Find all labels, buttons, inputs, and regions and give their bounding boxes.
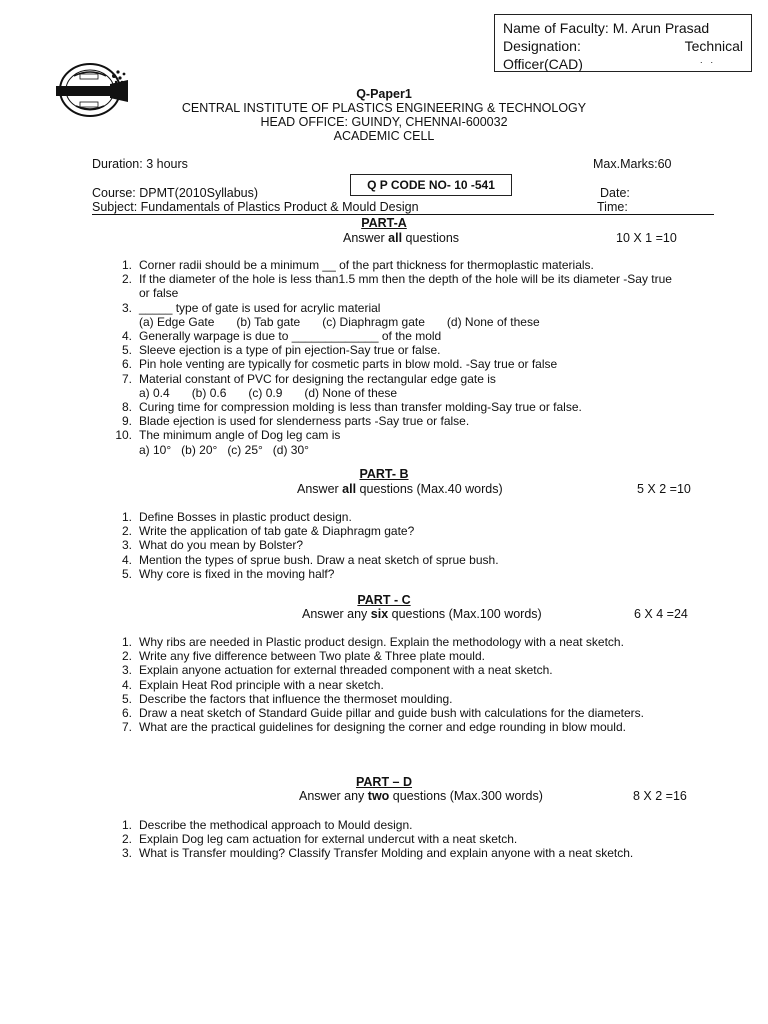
- answer-option: (b) 0.6: [191, 385, 227, 400]
- part-d-questions: [114, 818, 724, 861]
- answer-option: a) 0.4: [139, 385, 170, 400]
- time-label: Time:: [597, 200, 628, 214]
- dots-decoration: ..: [699, 55, 721, 65]
- part-a-instruction: Answer all questions: [343, 231, 460, 245]
- part-a-questions: [114, 258, 724, 457]
- question-number: 3.: [121, 663, 132, 678]
- question-item: [114, 372, 724, 400]
- question-number: 2.: [121, 832, 132, 847]
- question-number: 8.: [121, 400, 132, 415]
- question-number: 2.: [121, 649, 132, 664]
- max-marks: Max.Marks:60: [593, 157, 672, 171]
- question-text: Corner radii should be a minimum __ of the part thickness for thermoplastic materials.: [139, 258, 594, 272]
- answer-option: (d) None of these: [446, 314, 540, 329]
- answer-option: (c) 25°: [227, 442, 263, 457]
- question-item: [114, 357, 724, 371]
- question-text: Why core is fixed in the moving half?: [139, 566, 335, 581]
- question-item: [114, 678, 724, 692]
- faculty-name: Name of Faculty: M. Arun Prasad: [503, 20, 710, 36]
- question-text: Describe the methodical approach to Mould design.: [139, 818, 413, 832]
- course: Course: DPMT(2010Syllabus): [92, 186, 259, 200]
- date-label: Date:: [600, 186, 630, 200]
- question-number: 2.: [121, 272, 132, 287]
- answer-option: (d) None of these: [304, 385, 398, 400]
- question-item: [114, 635, 724, 649]
- header-divider: [92, 214, 714, 215]
- question-number: 4.: [121, 552, 132, 567]
- answer-option: a) 10°: [139, 442, 172, 457]
- question-item: [114, 414, 724, 428]
- subject: Subject: Fundamentals of Plastics Product & Mould Design: [92, 200, 419, 214]
- question-number: 5.: [121, 566, 132, 581]
- head-office: HEAD OFFICE: GUINDY, CHENNAI-600032: [260, 115, 508, 129]
- question-number: 3.: [121, 538, 132, 553]
- question-text: The minimum angle of Dog leg cam is: [139, 428, 341, 443]
- question-item: [114, 301, 724, 329]
- question-number: 1.: [121, 258, 132, 272]
- question-item: [114, 510, 724, 524]
- question-item: [114, 818, 724, 832]
- answer-option: (c) 0.9: [248, 385, 283, 400]
- designation-label: Designation:: [503, 38, 581, 54]
- duration: Duration: 3 hours: [92, 157, 188, 171]
- question-number: 4.: [121, 329, 132, 344]
- question-text: If the diameter of the hole is less than1.5 mm then the depth of the hole will be its diameter -Say true: [139, 272, 672, 287]
- institute-name: CENTRAL INSTITUTE OF PLASTICS ENGINEERING & TECHNOLOGY: [181, 101, 587, 115]
- academic-cell: ACADEMIC CELL: [333, 129, 435, 143]
- answer-option: (c) Diaphragm gate: [322, 314, 425, 329]
- question-text: Blade ejection is used for slenderness parts -Say true or false.: [139, 414, 470, 429]
- question-item: [114, 663, 724, 677]
- question-item: [114, 329, 724, 343]
- question-number: 6.: [121, 357, 132, 372]
- question-item: [114, 428, 724, 456]
- question-number: 10.: [115, 428, 132, 443]
- part-c-questions: [114, 635, 724, 734]
- part-c-instruction: Answer any six questions (Max.100 words): [302, 607, 542, 621]
- question-number: 6.: [121, 706, 132, 721]
- question-item: [114, 692, 724, 706]
- part-d-title: PART – D: [355, 775, 413, 789]
- question-text: Describe the factors that influence the thermoset moulding.: [139, 691, 453, 706]
- question-text: Curing time for compression molding is less than transfer molding-Say true or false.: [139, 400, 582, 415]
- part-a-title: PART-A: [361, 216, 407, 230]
- question-text: or false: [139, 286, 179, 301]
- part-b-marks: 5 X 2 =10: [637, 482, 691, 496]
- answer-option: (b) Tab gate: [236, 314, 301, 329]
- question-number: 3.: [121, 300, 132, 315]
- answer-option: (b) 20°: [181, 442, 218, 457]
- question-number: 1.: [121, 510, 132, 524]
- question-text: Explain anyone actuation for external threaded component with a neat sketch.: [139, 663, 553, 678]
- question-text: What are the practical guidelines for designing the corner and edge rounding in blow mould.: [139, 720, 626, 735]
- question-item: [114, 846, 724, 860]
- part-b-title: PART- B: [359, 467, 409, 481]
- question-text: Explain Heat Rod principle with a near sketch.: [139, 677, 384, 692]
- question-item: [114, 343, 724, 357]
- designation-cont: Officer(CAD): [503, 56, 583, 72]
- question-item: [114, 272, 724, 300]
- question-number: 7.: [121, 720, 132, 735]
- question-text: _____ type of gate is used for acrylic material: [139, 300, 381, 315]
- question-item: [114, 832, 724, 846]
- designation-value: Technical: [684, 38, 743, 54]
- part-b-instruction: Answer all questions (Max.40 words): [297, 482, 503, 496]
- question-text: Draw a neat sketch of Standard Guide pillar and guide bush with calculations for the diameters.: [139, 706, 644, 721]
- question-text: Explain Dog leg cam actuation for external undercut with a neat sketch.: [139, 832, 518, 847]
- question-text: Write the application of tab gate & Diaphragm gate?: [139, 524, 415, 539]
- question-options: [139, 443, 724, 457]
- question-number: 7.: [121, 371, 132, 386]
- question-number: 9.: [121, 414, 132, 429]
- question-number: 5.: [121, 343, 132, 358]
- question-item: [114, 524, 724, 538]
- question-text: Why ribs are needed in Plastic product design. Explain the methodology with a neat sketch.: [139, 635, 624, 649]
- question-text: Pin hole venting are typically for cosmetic parts in blow mold. -Say true or false: [139, 357, 558, 372]
- question-text: Define Bosses in plastic product design.: [139, 510, 352, 524]
- question-options: [139, 315, 724, 329]
- question-number: 5.: [121, 691, 132, 706]
- part-b-questions: [114, 510, 724, 581]
- question-number: 1.: [121, 818, 132, 832]
- question-item: [114, 720, 724, 734]
- qp-code-box: Q P CODE NO- 10 -541: [350, 174, 512, 196]
- question-item: [114, 567, 724, 581]
- question-item: [114, 649, 724, 663]
- question-text: What is Transfer moulding? Classify Transfer Molding and explain anyone with a neat sketch.: [139, 846, 634, 861]
- part-d-marks: 8 X 2 =16: [633, 789, 687, 803]
- question-number: 3.: [121, 846, 132, 861]
- part-c-marks: 6 X 4 =24: [634, 607, 688, 621]
- question-item: [114, 538, 724, 552]
- question-text: What do you mean by Bolster?: [139, 538, 304, 553]
- question-item: [114, 258, 724, 272]
- question-number: 4.: [121, 677, 132, 692]
- question-item: [114, 706, 724, 720]
- part-a-marks: 10 X 1 =10: [616, 231, 677, 245]
- faculty-box: [494, 14, 752, 72]
- answer-option: (a) Edge Gate: [139, 314, 215, 329]
- part-d-instruction: Answer any two questions (Max.300 words): [299, 789, 543, 803]
- question-item: [114, 553, 724, 567]
- question-text: Write any five difference between Two plate & Three plate mould.: [139, 649, 485, 664]
- question-options: [139, 386, 724, 400]
- question-text: Sleeve ejection is a type of pin ejection-Say true or false.: [139, 343, 441, 358]
- question-number: 2.: [121, 524, 132, 539]
- question-text: Material constant of PVC for designing the rectangular edge gate is: [139, 371, 496, 386]
- paper-title: Q-Paper1: [356, 87, 412, 101]
- question-number: 1.: [121, 635, 132, 649]
- question-text: Generally warpage is due to _____________ of the mold: [139, 329, 442, 344]
- part-c-title: PART - C: [357, 593, 411, 607]
- question-text: Mention the types of sprue bush. Draw a neat sketch of sprue bush.: [139, 552, 499, 567]
- question-item: [114, 400, 724, 414]
- answer-option: (d) 30°: [272, 442, 309, 457]
